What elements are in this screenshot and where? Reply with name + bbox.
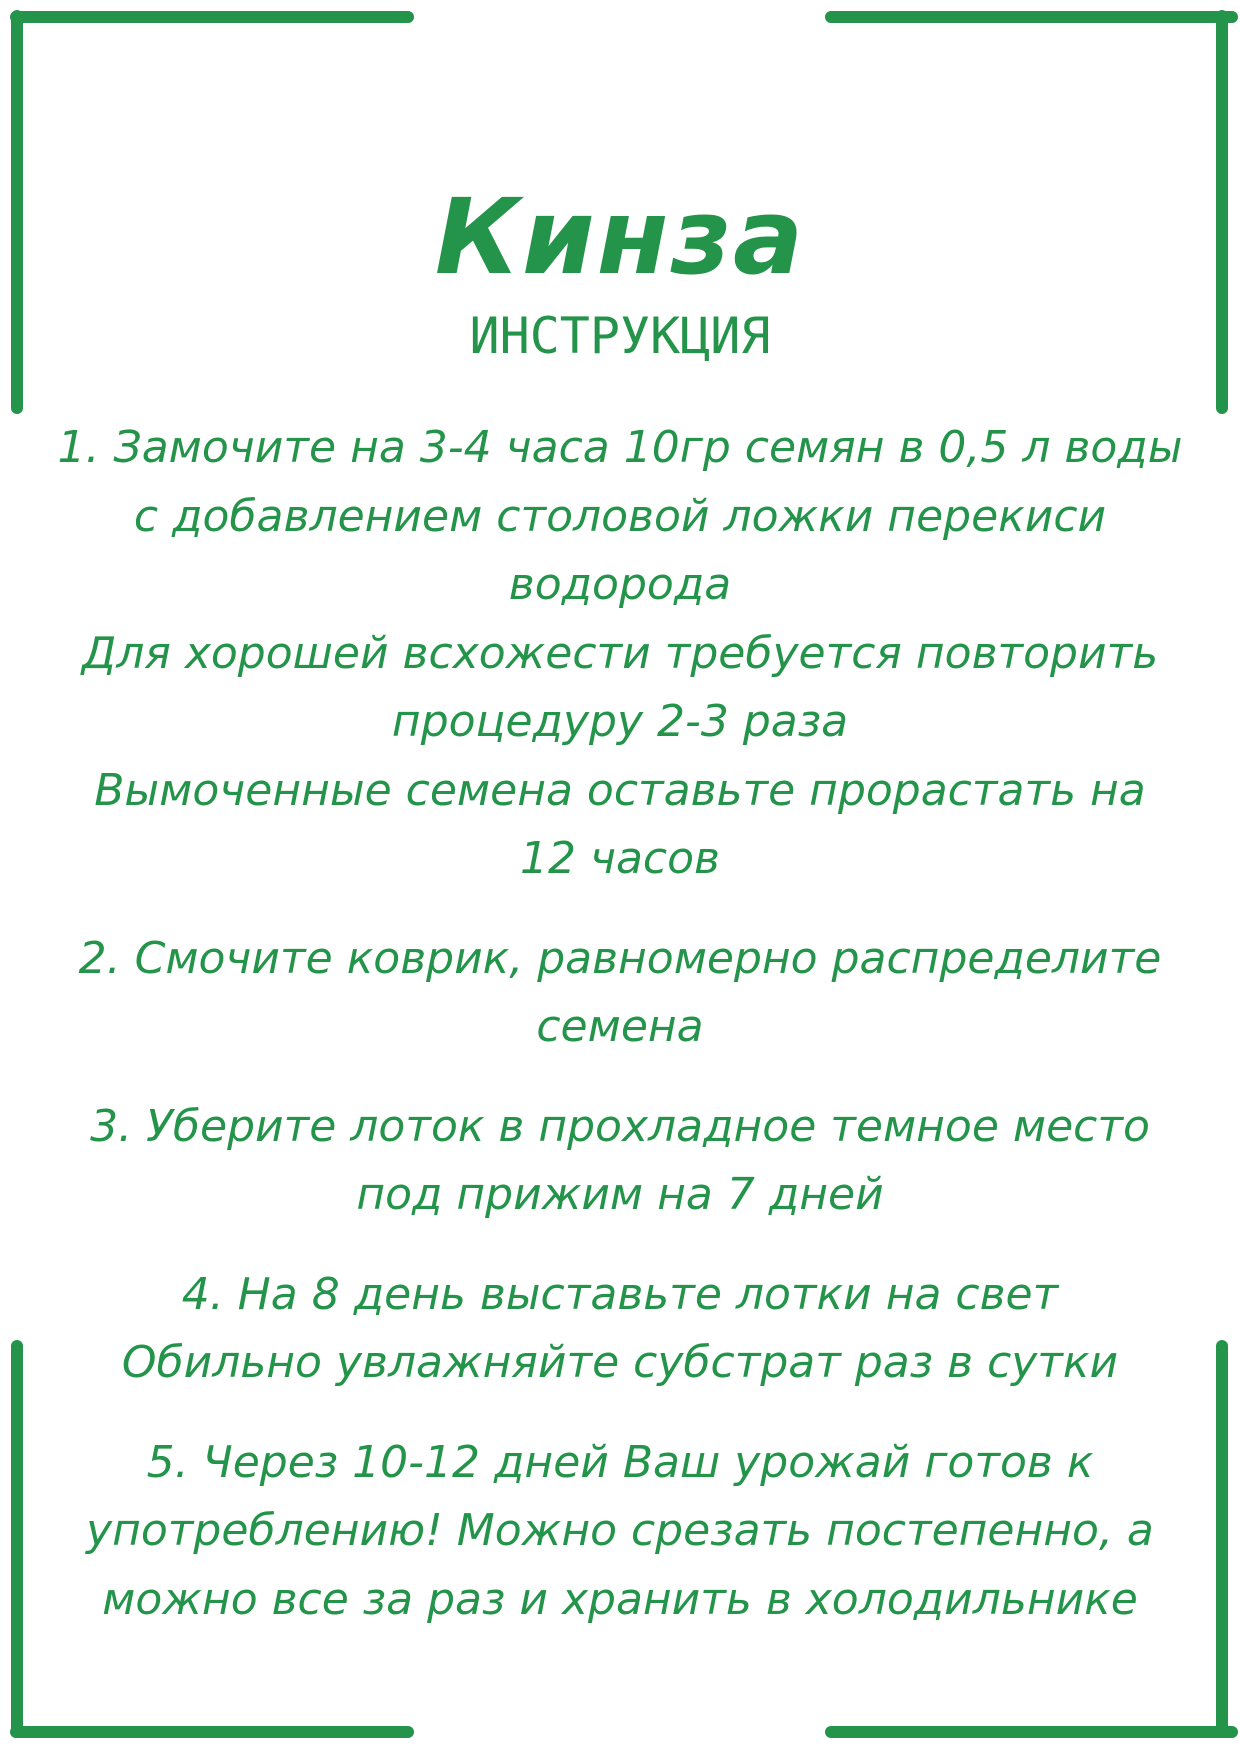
step-3 [30, 1093, 1210, 1230]
step-2 [30, 925, 1210, 1062]
frame-left-bottom-line [11, 1340, 23, 1738]
step-line: 2. Смочите коврик, равномерно распределите [78, 932, 1162, 984]
step-5 [30, 1429, 1210, 1635]
frame-bottom-right-line [825, 1726, 1238, 1738]
frame-right-bottom-line [1216, 1340, 1228, 1738]
instruction-steps [30, 414, 1210, 1665]
step-line: 5. Через 10-12 дней Ваш урожай готов к [146, 1436, 1094, 1488]
step-line: Для хорошей всхожести требуется повторить [81, 627, 1159, 679]
step-line: 12 часов [520, 833, 720, 884]
step-line: можно все за раз и хранить в холодильнике [102, 1573, 1138, 1625]
frame-bottom-left-line [10, 1726, 414, 1738]
step-line: под прижим на 7 дней [356, 1169, 884, 1220]
instruction-heading: ИНСТРУКЦИЯ [469, 307, 771, 365]
step-line: 3. Уберите лоток в прохладное темное место [90, 1100, 1150, 1152]
frame-top-right-line [825, 11, 1238, 23]
step-line: употреблению! Можно срезать постепенно, а [86, 1505, 1154, 1556]
step-line: Вымоченные семена оставьте прорастать на [94, 764, 1146, 816]
step-line: водорода [508, 559, 732, 610]
step-1 [30, 414, 1210, 894]
step-line: 1. Замочите на 3-4 часа 10гр семян в 0,5 л воды [57, 422, 1183, 473]
step-4 [30, 1261, 1210, 1398]
frame-top-left-line [10, 11, 414, 23]
step-line: процедуру 2-3 раза [391, 696, 849, 747]
step-line: с добавлением столовой ложки перекиси [133, 490, 1107, 542]
step-line: семена [536, 1001, 704, 1052]
step-line: 4. На 8 день выставьте лотки на свет [181, 1268, 1059, 1320]
page-title: Кинза [434, 175, 806, 298]
step-line: Обильно увлажняйте субстрат раз в сутки [121, 1337, 1119, 1388]
